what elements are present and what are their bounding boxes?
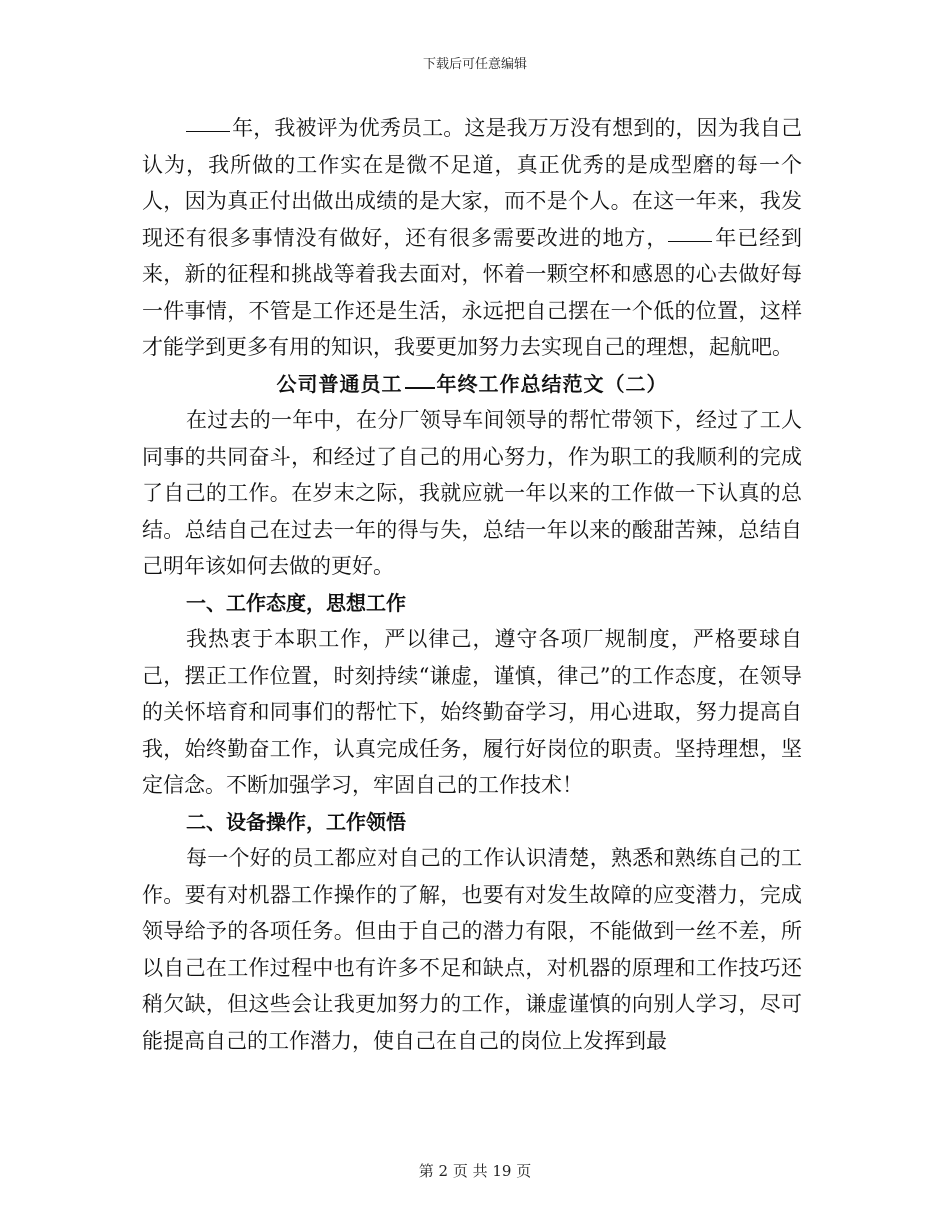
fill-blank [186,130,230,132]
paragraph-1-text-b: 年已经到来，新的征程和挑战等着我去面对，怀着一颗空杯和感恩的心去做好每一件事情，不管是工作还是生活，永远把自己摆在一个低的位置，这样才能学到更多有用的知识，我要更加努力去实现自己的理想，起航吧。 [142,225,803,359]
paragraph-1 [142,110,802,366]
heading-equipment-operation: 二、设备操作，工作领悟 [186,809,406,834]
paragraph-1-text-a: 年，我被评为优秀员工。这是我万万没有想到的，因为我自己认为，我所做的工作实在是微不足道，真正优秀的是成型磨的每一个人，因为真正付出做出成绩的是大家，而不是个人。在这一年来，我发现还有很多事情没有做好，还有很多需要改进的地方， [142,116,802,250]
title-part-2: 年终工作总结范文（二） [436,371,668,396]
paragraph-3: 我热衷于本职工作，严以律己，遵守各项厂规制度，严格要球自己，摆正工作位置，时刻持续“谦虚，谨慎，律己”的工作态度，在领导的关怀培育和同事们的帮忙下，始终勤奋学习，用心进取，努力提高自我，始终勤奋工作，认真完成任务，履行好岗位的职责。坚持理想，坚定信念。不断加强学习，牢固自己的工作技术！ [142,627,802,797]
download-note: 下载后可任意编辑 [422,57,527,72]
paragraph-2: 在过去的一年中，在分厂领导车间领导的帮忙带领下，经过了工人同事的共同奋斗，和经过了自己的用心努力，作为职工的我顺利的完成了自己的工作。在岁末之际，我就应就一年以来的工作做一下认真的总结。总结自己在过去一年的得与失，总结一年以来的酸甜苦辣，总结自己明年该如何去做的更好。 [142,408,802,578]
heading-work-attitude: 一、工作态度，思想工作 [186,590,406,615]
title-fill-blank [405,386,435,389]
title-part-1: 公司普通员工 [276,371,403,396]
fill-blank [668,240,712,242]
section-title [142,366,802,403]
page-number: 第 2 页 共 19 页 [418,1162,532,1180]
paragraph-4: 每一个好的员工都应对自己的工作认识清楚，熟悉和熟练自己的工作。要有对机器工作操作的了解，也要有对发生故障的应变潜力，完成领导给予的各项任务。但由于自己的潜力有限，不能做到一丝不差，所以自己在工作过程中也有许多不足和缺点，对机器的原理和工作技巧还稍欠缺，但这些会让我更加努力的工作，谦虚谨慎的向别人学习，尽可能提高自己的工作潜力，使自己在自己的岗位上发挥到最 [142,846,802,1053]
document-body [142,110,802,1059]
